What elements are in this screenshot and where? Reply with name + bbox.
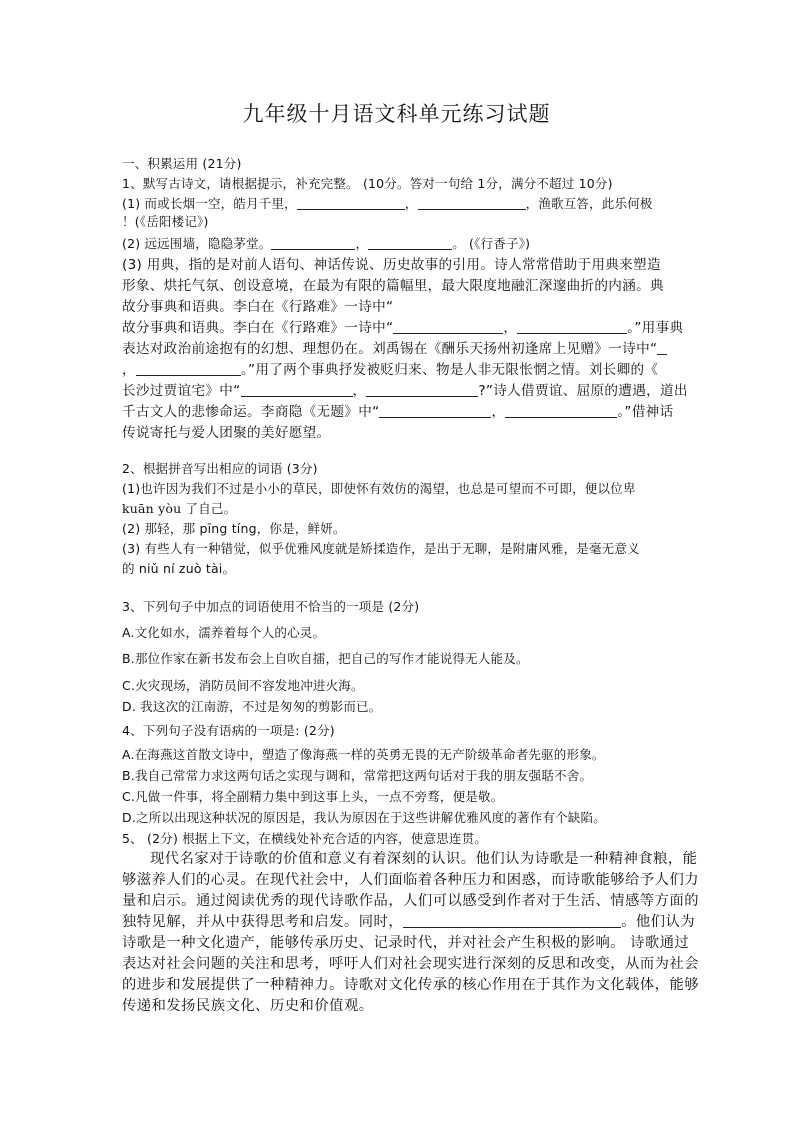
answer-blank[interactable] — [657, 340, 667, 355]
question-4-heading: 4、下列句子没有语病的一项是: (2分) — [122, 723, 335, 738]
q5-passage-line-2: 够滋养人们的心灵。在现代社会中，人们面临着各种压力和困惑，而诗歌能够给予人们力 — [122, 872, 700, 888]
q4-option-d: D.之所以出现这种状况的原因是，我认为原因在于这些讲解优雅风度的著作有个缺陷。 — [122, 810, 606, 825]
q4-option-a: A.在海燕这首散文诗中，塑造了像海燕一样的英勇无畏的无产阶级革命者先驱的形象。 — [122, 747, 605, 762]
q5-passage-line-5: 诗歌是一种文化遗产，能够传承历史、记录时代，并对社会产生积极的影响。 诗歌通过 — [122, 935, 690, 951]
q2-item-1-line-1: (1)也许因为我们不过是小小的草民，即使怀有效仿的渴望，也总是可望而不可即，便以位卑 — [122, 481, 636, 496]
q4-option-b: B.我自己常常力求这两句话之实现与调和，常常把这两句话对于我的朋友强聒不舍。 — [122, 768, 593, 783]
q3-option-b: B.那位作家在新书发布会上自吹自擂，把自己的写作才能说得无人能及。 — [122, 651, 529, 666]
q1-line-3: (2) 远远围墙，隐隐茅堂。 ， 。 (《行香子》) — [122, 236, 531, 251]
q2-item-1-line-2: kuān yòu 了自己。 — [122, 501, 237, 516]
q1-3-line-7: 长沙过贾谊宅》中“ ， ?”诗人借贾谊、屈原的遭遇，道出 — [122, 383, 688, 399]
answer-blank[interactable] — [418, 195, 526, 210]
q5-passage-line-8: 传递和发扬民族文化、历史和价值观。 — [122, 998, 374, 1014]
q1-3-line-5: 表达对政治前途抱有的幻想、理想仍在。刘禹锡在《酬乐天扬州初逢席上见赠》一诗中“ — [122, 337, 667, 357]
q1-3-line-8: 千古文人的悲惨命运。李商隐《无题》中“ ， 。”借神话 — [122, 404, 674, 420]
q1-3-line-9: 传说寄托与爱人团聚的美好愿望。 — [122, 425, 331, 441]
q1-3-line-1: (3) 用典，指的是对前人语句、神话传说、历史故事的引用。诗人常常借助于用典来塑造 — [122, 257, 661, 273]
q1-line-1: (1) 而或长烟一空，皓月千里， ， ，渔歌互答，此乐何极 — [122, 196, 653, 211]
answer-blank[interactable] — [403, 913, 621, 928]
answer-blank[interactable] — [297, 195, 405, 210]
answer-blank[interactable] — [366, 382, 478, 397]
q2-item-3-line-1: (3) 有些人有一种错觉，似乎优雅风度就是矫揉造作，是出于无聊，是附庸风雅，是毫无意义 — [122, 541, 640, 556]
answer-blank[interactable] — [505, 403, 617, 418]
q1-3-line-4: 故分事典和语典。李白在《行路难》一诗中“ ， 。”用事典 — [122, 320, 684, 336]
q5-passage-line-6: 表达对社会问题的关注和思考，呼吁人们对社会现实进行深刻的反思和改变，从而为社会 — [122, 956, 700, 972]
q3-option-d: D. 我这次的江南游，不过是匆匆的剪影而已。 — [122, 699, 382, 714]
q5-passage-line-3: 量和启示。通过阅读优秀的现代诗歌作品，人们可以感受到作者对于生活、情感等方面的 — [122, 893, 700, 909]
question-5-heading: 5、 (2分) 根据上下文，在横线处补充合适的内容，使意思连贯。 — [122, 831, 488, 846]
page-title: 九年级十月语文科单元练习试题 — [242, 102, 551, 126]
q1-3-line-3: 故分事典和语典。李白在《行路难》一诗中“ — [122, 299, 394, 315]
q4-option-c: C.凡做一件事，将全副精力集中到这事上头，一点不旁骛，便是敬。 — [122, 789, 504, 804]
q1-line-2: ！(《岳阳楼记》) — [122, 214, 209, 229]
q1-3-line-2: 形象、烘托气氛、创设意境，在最为有限的篇幅里，最大限度地融汇深邃曲折的内涵。典 — [122, 278, 664, 294]
section-heading: 一、积累运用 (21分) — [122, 156, 242, 171]
q2-item-3-line-2: 的 niǔ ní zuò tài。 — [122, 561, 236, 576]
q5-passage-line-7: 的进步和发展提供了一种精神力。诗歌对文化传承的核心作用在于其作为文化载体，能够 — [122, 977, 700, 993]
answer-blank[interactable] — [517, 319, 627, 334]
q5-passage-line-1: 现代名家对于诗歌的价值和意义有着深刻的认识。他们认为诗歌是一种精神食粮，能 — [150, 851, 698, 867]
q5-passage-line-4: 独特见解，并从中获得思考和启发。同时， 。他们认为 — [122, 914, 696, 930]
answer-blank[interactable] — [271, 235, 355, 250]
q3-option-a: A.文化如水，濡养着每个人的心灵。 — [122, 625, 326, 640]
question-1-heading: 1、默写古诗文，请根据提示，补充完整。 (10分。答对一句给 1分，满分不超过 10分) — [122, 176, 613, 191]
answer-blank[interactable] — [241, 382, 353, 397]
answer-blank[interactable] — [379, 403, 491, 418]
q3-option-c: C.火灾现场，消防员间不容发地冲进火海。 — [122, 678, 364, 693]
q2-item-2: (2) 那轻，那 pīng tíng，你是，鲜妍。 — [122, 521, 346, 536]
question-3-heading: 3、下列句子中加点的词语使用不恰当的一项是 (2分) — [122, 599, 420, 614]
answer-blank[interactable] — [393, 319, 503, 334]
question-2-heading: 2、根据拼音写出相应的词语 (3分) — [122, 461, 318, 476]
answer-blank[interactable] — [368, 235, 452, 250]
answer-blank[interactable] — [136, 361, 241, 376]
q1-3-line-6: ， 。”用了两个事典抒发被贬归来、物是人非无限怅惘之情。刘长卿的《 — [122, 362, 659, 378]
